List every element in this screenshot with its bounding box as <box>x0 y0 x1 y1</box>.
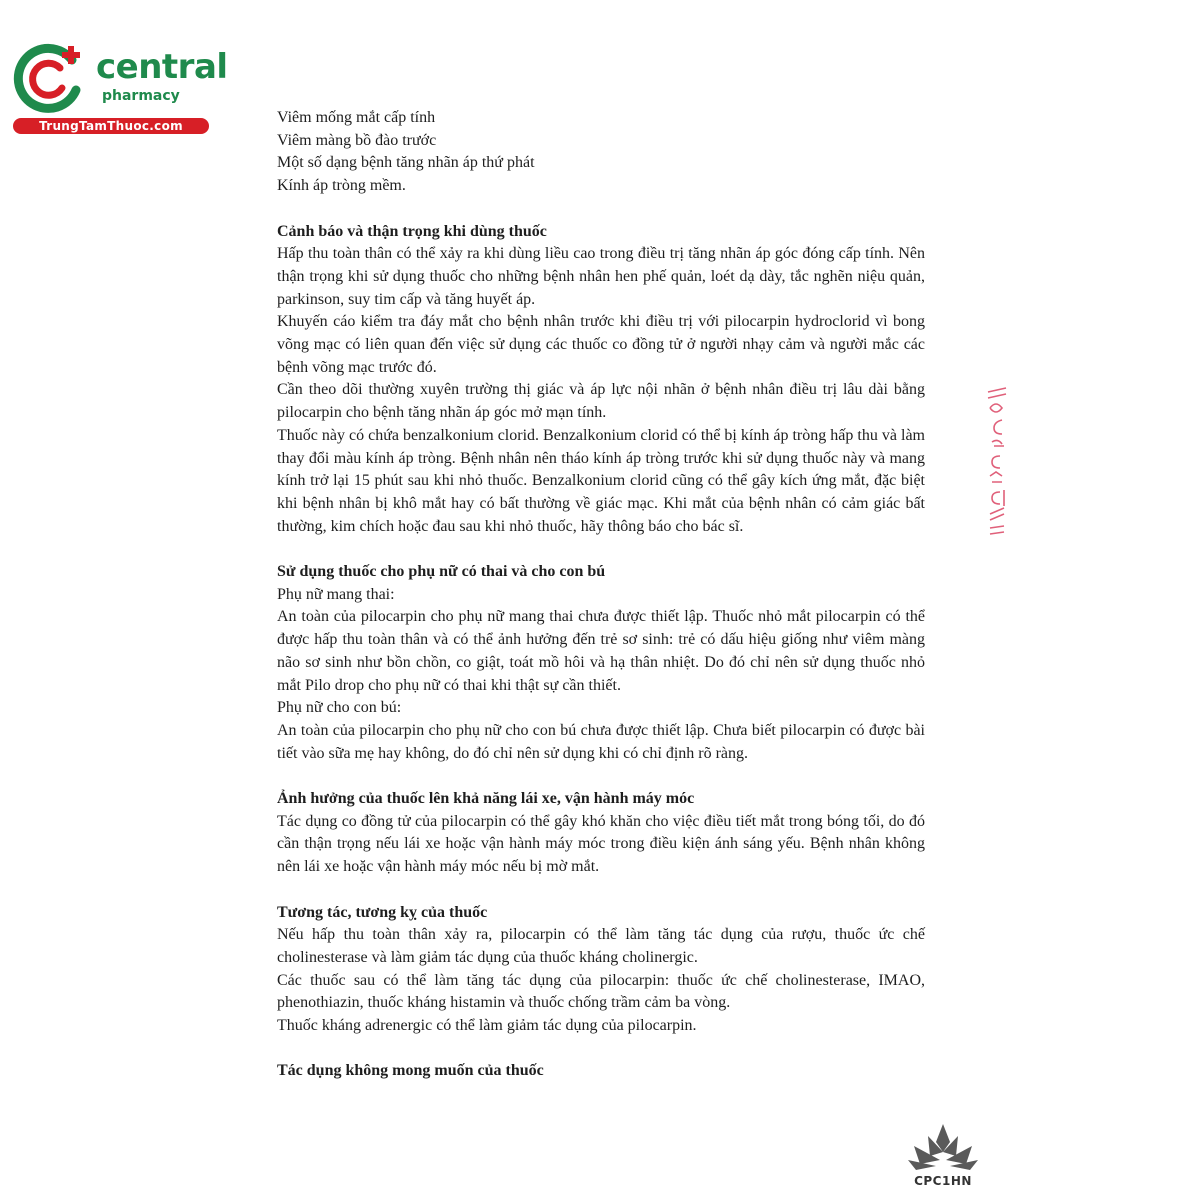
section-title-warnings: Cảnh báo và thận trọng khi dùng thuốc <box>277 222 547 240</box>
brand-site: TrungTamThuoc.com <box>13 118 209 134</box>
company-logo-text: CPC1HN <box>914 1174 972 1188</box>
pharmacy-logo-icon <box>10 38 94 118</box>
interactions-paragraph: Nếu hấp thu toàn thân xảy ra, pilocarpin có thể làm tăng tác dụng của rượu, thuốc ức chế cholinesterase và làm giảm tác dụng của thuốc kháng cholinergic. <box>277 926 925 966</box>
cpc1hn-logo <box>906 1122 980 1188</box>
central-pharmacy-logo <box>10 38 228 138</box>
interactions-paragraph: Các thuốc sau có thể làm tăng tác dụng của pilocarpin: thuốc ức chế cholinesterase, IMAO, phenothiazin, thuốc kháng histamin và thuốc chống trầm cảm ba vòng. <box>277 971 925 1012</box>
driving-paragraph: Tác dụng co đồng tử của pilocarpin có thể gây khó khăn cho việc điều tiết mắt trong bóng tối, do đó cần thận trọng nếu lái xe hoặc vận hành máy móc trong điều kiện ánh sáng yếu. Bệnh nhân không nên lái xe hoặc vận hành máy móc nếu bị mờ mắt. <box>277 812 925 876</box>
section-title-side-effects: Tác dụng không mong muốn của thuốc <box>277 1062 544 1080</box>
intro-line: Viêm màng bồ đào trước <box>277 131 437 149</box>
section-title-interactions: Tương tác, tương kỵ của thuốc <box>277 903 488 921</box>
pregnancy-paragraph: An toàn của pilocarpin cho phụ nữ mang thai chưa được thiết lập. Thuốc nhỏ mắt pilocarpin có thể được hấp thu toàn thân và có thể ảnh hưởng đến trẻ sơ sinh: trẻ có dấu hiệu giống như viêm màng não sơ sinh như bồn chồn, co giật, toát mồ hôi và hạ thân nhiệt. Do đó chỉ nên sử dụng thuốc nhỏ mắt Pilo drop cho phụ nữ có thai khi thật sự cần thiết. <box>277 608 925 694</box>
section-title-driving: Ảnh hưởng của thuốc lên khả năng lái xe, vận hành máy móc <box>277 790 695 808</box>
intro-line: Viêm mống mắt cấp tính <box>277 109 436 126</box>
intro-line: Một số dạng bệnh tăng nhãn áp thứ phát <box>277 154 535 172</box>
warnings-paragraph: Cần theo dõi thường xuyên trường thị giác và áp lực nội nhãn ở bệnh nhân điều trị lâu dài bằng pilocarpin cho bệnh tăng nhãn áp góc mở mạn tính. <box>277 381 925 422</box>
nursing-paragraph: An toàn của pilocarpin cho phụ nữ cho con bú chưa được thiết lập. Chưa biết pilocarpin có được bài tiết vào sữa mẹ hay không, do đó chỉ nên sử dụng khi có chỉ định rõ ràng. <box>277 721 925 762</box>
warnings-paragraph: Khuyến cáo kiểm tra đáy mắt cho bệnh nhân trước khi điều trị với pilocarpin hydroclorid vì bong võng mạc có liên quan đến việc sử dụng các thuốc co đồng tử ở người nhạy cảm và người mắc các bệnh võng mạc trước đó. <box>277 313 925 376</box>
document-body <box>277 107 925 1083</box>
brand-subtitle: pharmacy <box>102 88 180 104</box>
subhead-pregnant: Phụ nữ mang thai: <box>277 585 395 603</box>
interactions-paragraph: Thuốc kháng adrenergic có thể làm giảm tác dụng của pilocarpin. <box>277 1017 697 1035</box>
intro-line: Kính áp tròng mềm. <box>277 177 406 195</box>
lotus-icon <box>906 1122 980 1172</box>
section-title-pregnancy: Sử dụng thuốc cho phụ nữ có thai và cho con bú <box>277 563 606 581</box>
warnings-paragraph: Hấp thu toàn thân có thể xảy ra khi dùng liều cao trong điều trị tăng nhãn áp góc đóng cấp tính. Nên thận trọng khi sử dụng thuốc cho những bệnh nhân hen phế quản, loét dạ dày, tắc nghẽn niệu quản, parkinson, suy tim cấp và tăng huyết áp. <box>277 245 925 308</box>
warnings-paragraph: Thuốc này có chứa benzalkonium clorid. Benzalkonium clorid có thể bị kính áp tròng hấp thu và làm thay đổi màu kính áp tròng. Bệnh nhân nên tháo kính áp tròng trước khi sử dụng thuốc này và mang kính trở lại 15 phút sau khi nhỏ thuốc. Benzalkonium clorid cũng có thể gây kích ứng mắt, đặc biệt khi bệnh nhân bị khô mắt hay có bất thường về giác mạc. Khi mắt của bệnh nhân có cảm giác bất thường, kim chích hoặc đau sau khi nhỏ thuốc, hãy thông báo cho bác sĩ. <box>277 426 925 535</box>
brand-name: central <box>96 47 228 87</box>
stamp-mark-icon <box>984 386 1024 538</box>
subhead-nursing: Phụ nữ cho con bú: <box>277 699 402 717</box>
